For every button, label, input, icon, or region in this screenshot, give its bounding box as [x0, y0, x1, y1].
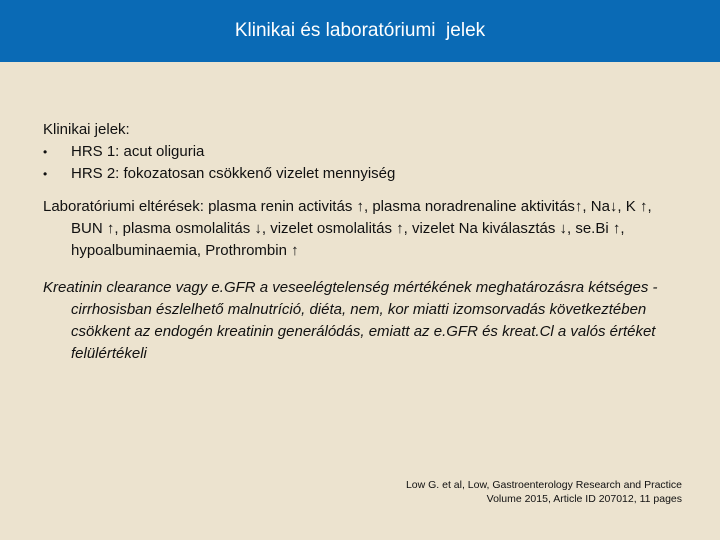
citation-line-1: Low G. et al, Low, Gastroenterology Research and Practice	[405, 479, 682, 491]
clinical-heading: Klinikai jelek:	[43, 121, 130, 138]
bullet-icon: •	[43, 145, 48, 159]
list-item	[43, 163, 683, 185]
list-item	[43, 141, 683, 163]
slide-header	[0, 0, 720, 62]
clinical-list	[43, 141, 683, 185]
laboratory-text: : plasma renin activitás ↑, plasma noradrenaline aktivitás↑, Na↓, K ↑, BUN ↑, plasma osmolalitás ↓, vizelet osmolalitás ↑, vizelet Na kiválasztás ↓, se.Bi ↑, hypoalbuminaemia, Prothrombin ↑	[71, 198, 652, 259]
bullet-icon: •	[43, 167, 48, 181]
citation	[406, 478, 682, 506]
list-item-text: HRS 1: acut oliguria	[71, 143, 205, 160]
slide-title: Klinikai és laboratóriumi jelek	[234, 20, 486, 41]
laboratory-findings	[43, 196, 683, 262]
creatinine-note: Kreatinin clearance vagy e.GFR a veseelégtelenség mértékének meghatározásra kétséges - cirrhosisban észlelhető malnutríció, diéta, nem, kor miatti izomsorvadás következtében csökkent az endogén kreatinin generálódás, emiatt az e.GFR és kreat.Cl a valós értéket felülértékeli	[43, 279, 658, 362]
slide-content	[43, 119, 683, 380]
citation-line-2: Volume 2015, Article ID 207012, 11 pages	[486, 493, 682, 505]
list-item-text: HRS 2: fokozatosan csökkenő vizelet mennyiség	[71, 165, 396, 182]
laboratory-label: Laboratóriumi eltérések	[43, 198, 200, 215]
